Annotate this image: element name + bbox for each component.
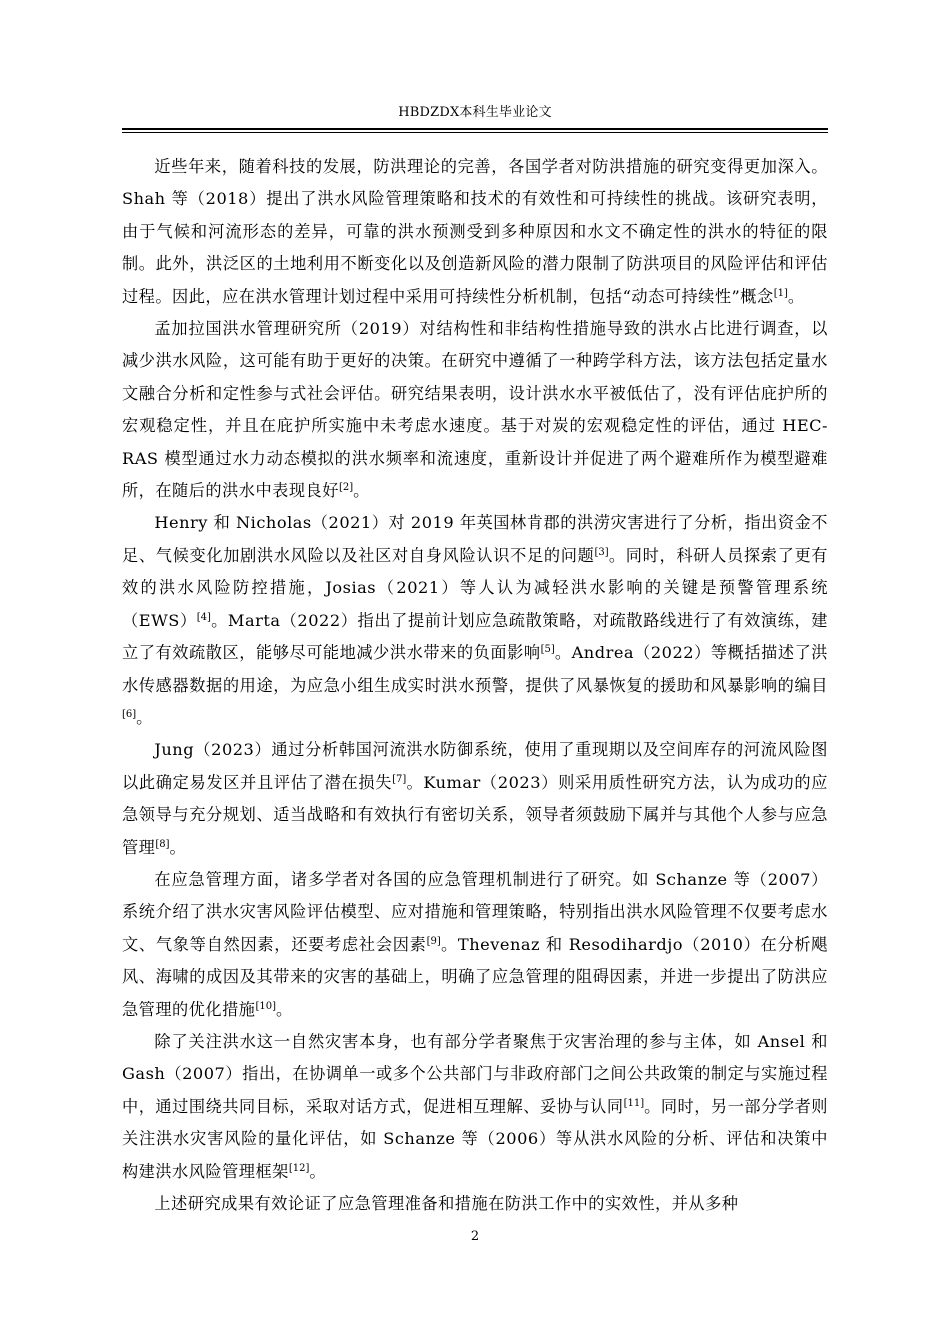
citation: [5] [540, 644, 555, 656]
header-rule-thin [122, 132, 828, 133]
citation: [12] [288, 1162, 310, 1174]
citation: [1] [773, 287, 788, 299]
paragraph-1: 近些年来，随着科技的发展，防洪理论的完善，各国学者对防洪措施的研究变得更加深入。Shah 等（2018）提出了洪水风险管理策略和技术的有效性和可持续性的挑战。该研究表明，由于气候和河流形态的差异，可靠的洪水预测受到多种原因和水文不确定性的洪水的特征的限制。此外，洪泛区的土地利用不断变化以及创造新风险的潜力限制了防洪项目的风险评估和评估过程。因此，应在洪水管理计划过程中采用可持续性分析机制，包括“动态可持续性”概念[1]。 [122, 157, 828, 306]
citation: [6] [122, 708, 137, 720]
citation: [4] [196, 611, 211, 623]
citation: [9] [426, 935, 441, 947]
paragraph-4: Jung（2023）通过分析韩国河流洪水防御系统，使用了重现期以及空间库存的河流风险图以此确定易发区并且评估了潜在损失[7]。Kumar（2023）则采用质性研究方法，认为成功的应急领导与充分规划、适当战略和有效执行有密切关系，领导者须鼓励下属并与其他个人参与应急管理[8]。 [122, 740, 828, 857]
citation: [10] [255, 1000, 277, 1012]
paragraph-2: 孟加拉国洪水管理研究所（2019）对结构性和非结构性措施导致的洪水占比进行调查，以减少洪水风险，这可能有助于更好的决策。在研究中遵循了一种跨学科方法，该方法包括定量水文融合分析和定性参与式社会评估。研究结果表明，设计洪水水平被低估了，没有评估庇护所的宏观稳定性，并且在庇护所实施中未考虑水速度。基于对炭的宏观稳定性的评估，通过 HEC-RAS 模型通过水力动态模拟的洪水频率和流速度，重新设计并促进了两个避难所作为模型避难所，在随后的洪水中表现良好[2]。 [122, 319, 828, 501]
citation: [7] [392, 773, 407, 785]
header-rule-thick [122, 128, 828, 130]
body-text [122, 151, 828, 1220]
paragraph-5: 在应急管理方面，诸多学者对各国的应急管理机制进行了研究。如 Schanze 等（2007）系统介绍了洪水灾害风险评估模型、应对措施和管理策略，特别指出洪水风险管理不仅要考虑水文、气象等自然因素，还要考虑社会因素[9]。Thevenaz 和 Resodihardjo（2010）在分析飓风、海啸的成因及其带来的灾害的基础上，明确了应急管理的阻碍因素，并进一步提出了防洪应急管理的优化措施[10]。 [122, 869, 828, 1019]
citation: [3] [594, 546, 609, 558]
running-header: HBDZDX本科生毕业论文 [398, 105, 552, 120]
citation: [2] [338, 482, 354, 494]
page-number: 2 [470, 1229, 480, 1244]
citation: [8] [155, 838, 170, 850]
paragraph-7: 上述研究成果有效论证了应急管理准备和措施在防洪工作中的实效性，并从多种 [154, 1194, 739, 1213]
paragraph-6: 除了关注洪水这一自然灾害本身，也有部分学者聚焦于灾害治理的参与主体，如 Ansel 和 Gash（2007）指出，在协调单一或多个公共部门与非政府部门之间公共政策的制定与实施过程中，通过围绕共同目标，采取对话方式，促进相互理解、妥协与认同[11]。同时，另一部分学者则关注洪水灾害风险的量化评估，如 Schanze 等（2006）等从洪水风险的分析、评估和决策中构建洪水风险管理框架[12]。 [122, 1031, 828, 1181]
citation: [11] [623, 1097, 645, 1109]
paragraph-3: Henry 和 Nicholas（2021）对 2019 年英国林肯郡的洪涝灾害进行了分析，指出资金不足、气候变化加剧洪水风险以及社区对自身风险认识不足的问题[3]。同时，科研人员探索了更有效的洪水风险防控措施，Josias（2021）等人认为减轻洪水影响的关键是预警管理系统（EWS）[4]。Marta（2022）指出了提前计划应急疏散策略，对疏散路线进行了有效演练，建立了有效疏散区，能够尽可能地减少洪水带来的负面影响[5]。Andrea（2022）等概括描述了洪水传感器数据的用途，为应急小组生成实时洪水预警，提供了风暴恢复的援助和风暴影响的编目[6]。 [122, 513, 828, 727]
